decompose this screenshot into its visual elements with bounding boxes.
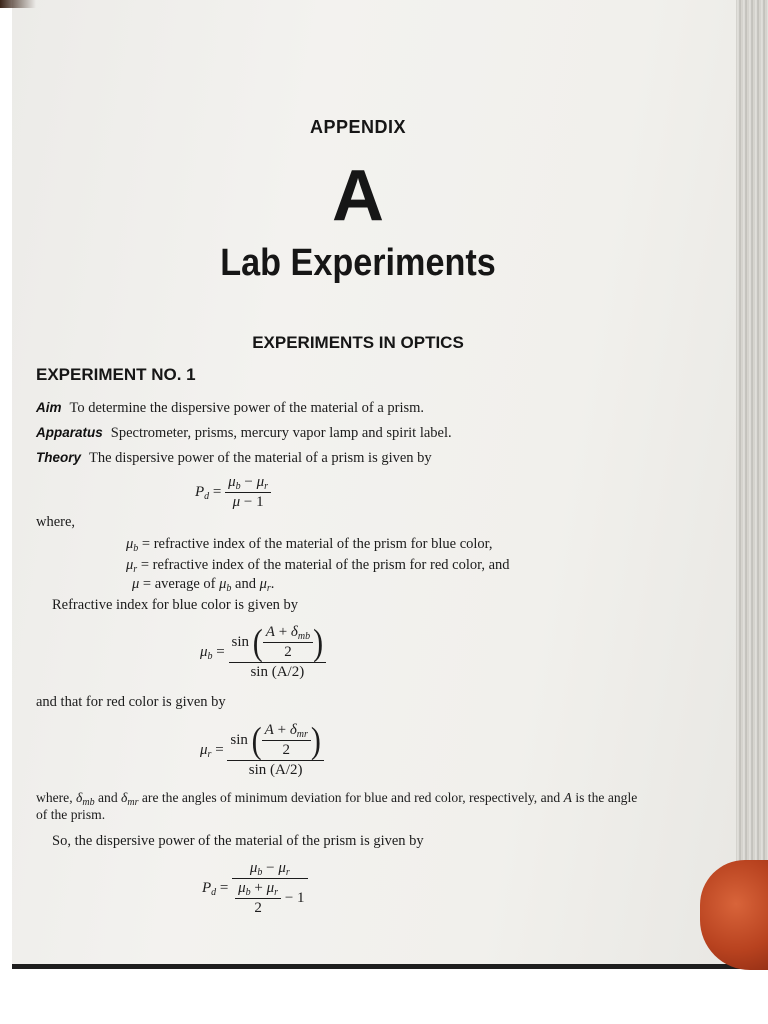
section-heading: EXPERIMENTS IN OPTICS: [252, 333, 464, 352]
fraction: $\frac{\mu_b - \mu_r}{\mu - 1}$: [225, 474, 271, 511]
paper-sheet: [12, 0, 748, 966]
experiment-heading: EXPERIMENT NO. 1: [36, 365, 196, 384]
apparatus-label: Apparatus: [36, 425, 103, 440]
theory-text: The dispersive power of the material of a prism is given by: [89, 450, 432, 466]
definition-mu-average: μ = average of $\mu_b$ and $\mu_r$.: [132, 576, 275, 594]
aim-text: To determine the dispersive power of the material of a prism.: [69, 400, 425, 416]
theory-label: Theory: [36, 450, 82, 465]
aim-line: [36, 400, 424, 417]
where-label: where,: [36, 514, 76, 530]
apparatus-line: [36, 425, 452, 442]
page-edge-shadow: [12, 964, 748, 969]
apparatus-text: Spectrometer, prisms, mercury vapor lamp and spirit label.: [110, 425, 452, 441]
where-deltas-line: where, $\delta_{mb}$ and $\delta_{mr}$ are the angles of minimum deviation for blue and red color, respectively, and A is the angle: [36, 790, 638, 808]
equation-dispersive-power-final: $P_d$ = $\mu_b - \mu_r$ $\frac{\mu_b + \mu_r}{2}$ − 1: [202, 860, 308, 917]
so-line: So, the dispersive power of the material of the prism is given by: [52, 833, 424, 849]
equation-dispersive-power: $P_d$ = $\frac{\mu_b - \mu_r}{\mu - 1}$: [195, 474, 271, 511]
appendix-title: Lab Experiments: [220, 242, 496, 284]
definition-mu-b: $\mu_b$ = refractive index of the material of the prism for blue color,: [126, 536, 493, 554]
fraction: sin ( $\frac{A + \delta_{mb}}{2}$ ) sin (A/2): [229, 624, 327, 681]
fraction: $\mu_b - \mu_r$ $\frac{\mu_b + \mu_r}{2}$ − 1: [232, 860, 307, 917]
equation-mu-red: $\mu_r$ = sin ( $\frac{A + \delta_{mr}}{2}$ ) sin (A/2): [200, 722, 324, 779]
aim-label: Aim: [36, 400, 62, 415]
theory-line: [36, 450, 432, 467]
refractive-blue-intro: Refractive index for blue color is given by: [52, 597, 299, 613]
appendix-label: APPENDIX: [309, 117, 407, 137]
book-binding-edge: [736, 0, 768, 966]
fraction: sin ( $\frac{A + \delta_{mr}}{2}$ ) sin (A/2): [227, 722, 324, 779]
definition-mu-r: $\mu_r$ = refractive index of the material of the prism for red color, and: [126, 557, 510, 575]
equation-mu-blue: $\mu_b$ = sin ( $\frac{A + \delta_{mb}}{2}$ ) sin (A/2): [200, 624, 326, 681]
page-corner-shadow: [0, 0, 36, 8]
red-intro: and that for red color is given by: [36, 694, 226, 710]
where-deltas-line-2: of the prism.: [36, 807, 106, 822]
appendix-letter: A: [332, 156, 384, 236]
